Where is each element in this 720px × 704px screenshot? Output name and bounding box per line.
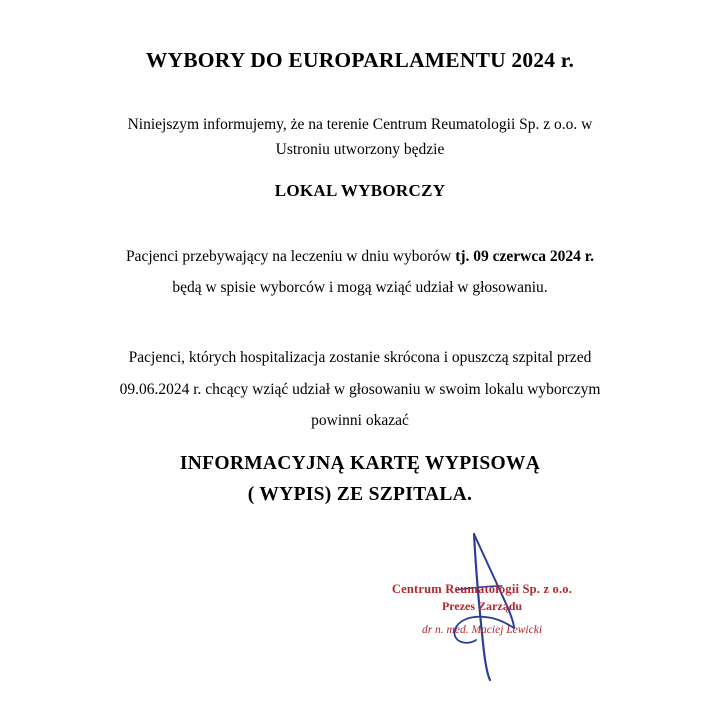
paragraph-patients-voting — [40, 244, 680, 300]
paragraph-patients-voting-line-1 — [98, 244, 622, 269]
heading-polling-station: LOKAL WYBORCZY — [274, 181, 446, 201]
stamp-line-2: Prezes Zarządu — [441, 599, 523, 613]
heading-discharge-card: INFORMACYJNĄ KARTĘ WYPISOWĄ — [179, 452, 541, 474]
stamp-line-3: dr n. med. Maciej Lewicki — [421, 624, 543, 636]
paragraph-venue — [40, 112, 680, 162]
stamp-line-1: Centrum Reumatologii Sp. z o.o. — [391, 582, 573, 596]
paragraph-venue-line-2: Ustroniu utworzony będzie — [275, 141, 445, 159]
handwritten-signature-icon — [352, 520, 612, 690]
paragraph-venue-line-1: Niniejszym informujemy, że na terenie Centrum Reumatologii Sp. z o.o. w — [127, 116, 593, 133]
paragraph-patients-voting-line-1-text: Pacjenci przebywający na leczeniu w dniu wyborów — [125, 248, 456, 266]
stamp-and-signature — [352, 520, 612, 690]
page-title: WYBORY DO EUROPARLAMENTU 2024 r. — [145, 48, 575, 72]
paragraph-discharged-patients — [40, 345, 680, 432]
paragraph-discharged-patients-line-1: Pacjenci, których hospitalizacja zostanie skrócona i opuszczą szpital przed — [128, 349, 592, 367]
heading-discharge-card-second-line: ( WYPIS) ZE SZPITALA. — [247, 483, 473, 505]
paragraph-patients-voting-line-2: będą w spisie wyborców i mogą wziąć udział w głosowaniu. — [172, 279, 548, 297]
election-date-bold: tj. 09 czerwca 2024 r. — [455, 248, 595, 266]
paragraph-discharged-patients-line-2: 09.06.2024 r. chcący wziąć udział w głosowaniu w swoim lokalu wyborczym — [119, 380, 601, 398]
paragraph-discharged-patients-line-3: powinni okazać — [311, 411, 409, 429]
